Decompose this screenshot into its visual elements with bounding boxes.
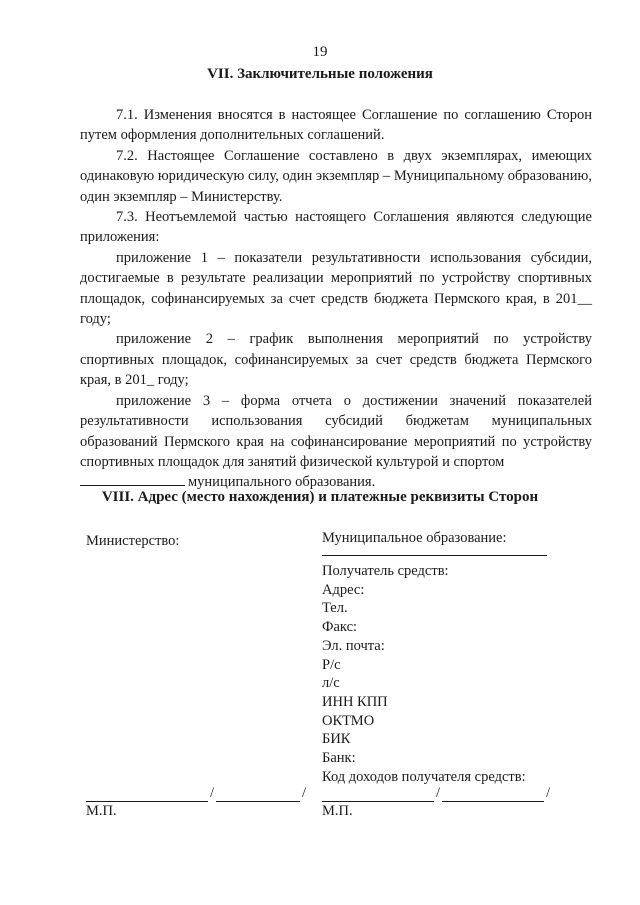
appendix-2: приложение 2 – график выполнения мероприятий по устройству спортивных площадок, софинансируемых за счет средств бюджета Пермского края, в 201_ году;	[80, 331, 592, 389]
req-phone: Тел.	[322, 600, 348, 617]
ministry-signature-line	[86, 783, 308, 803]
req-bank: Банк:	[322, 750, 356, 767]
req-personal-account: л/с	[322, 675, 340, 692]
signature-blank	[86, 783, 208, 802]
municipality-signature-line	[322, 783, 552, 803]
slash: /	[436, 785, 441, 801]
slash: /	[546, 785, 551, 801]
paragraph-7-3: 7.3. Неотъемлемой частью настоящего Соглашения являются следующие приложения:	[80, 209, 592, 246]
paragraph-7-2: 7.2. Настоящее Соглашение составлено в двух экземплярах, имеющих одинаковую юридическую силу, один экземпляр – Муниципальному образованию, один экземпляр – Министерству.	[80, 147, 592, 205]
ministry-label: Министерство:	[86, 533, 180, 549]
req-fax: Факс:	[322, 619, 358, 636]
name-blank	[442, 783, 544, 802]
municipality-stamp-label: М.П.	[322, 803, 353, 819]
appendix-1: приложение 1 – показатели результативности использования субсидии, достигаемые в результате реализации мероприятий по устройству спортивных площадок, софинансируемых за счет средств бюджета Пермского края, в 201__ году;	[80, 249, 592, 328]
page-number: 19	[312, 44, 328, 60]
section-8-title: VIII. Адрес (место нахождения) и платежные реквизиты Сторон	[101, 489, 539, 505]
paragraph-7-1: 7.1. Изменения вносятся в настоящее Соглашение по соглашению Сторон путем оформления дополнительных соглашений.	[80, 107, 592, 144]
req-email: Эл. почта:	[322, 637, 385, 654]
req-bik: БИК	[322, 731, 351, 748]
req-income-code: Код доходов получателя средств:	[322, 768, 526, 785]
slash: /	[302, 785, 307, 801]
section-7-body	[80, 105, 592, 493]
signature-blank	[322, 783, 434, 802]
ministry-stamp-label: М.П.	[86, 803, 117, 819]
req-inn-kpp: ИНН КПП	[322, 693, 388, 710]
blank-line	[80, 472, 185, 486]
municipality-block	[322, 530, 562, 786]
req-settlement-account: Р/с	[322, 656, 341, 673]
slash: /	[210, 785, 215, 801]
municipality-label: Муниципальное образование:	[322, 530, 507, 546]
appendix-3-tail: муниципального образования.	[188, 474, 376, 491]
name-blank	[216, 783, 300, 802]
requisites-list	[322, 562, 562, 786]
req-address: Адрес:	[322, 581, 365, 598]
section-7-title: VII. Заключительные положения	[207, 66, 433, 82]
municipality-name-line	[322, 547, 547, 556]
req-recipient: Получатель средств:	[322, 563, 449, 579]
appendix-3: приложение 3 – форма отчета о достижении значений показателей результативности использования субсидий бюджетам муниципальных образований Пермского края на софинансирование мероприятий по устройству спортивных площадок для занятий физической культурой и спортом	[80, 392, 592, 470]
req-oktmo: ОКТМО	[322, 712, 375, 729]
